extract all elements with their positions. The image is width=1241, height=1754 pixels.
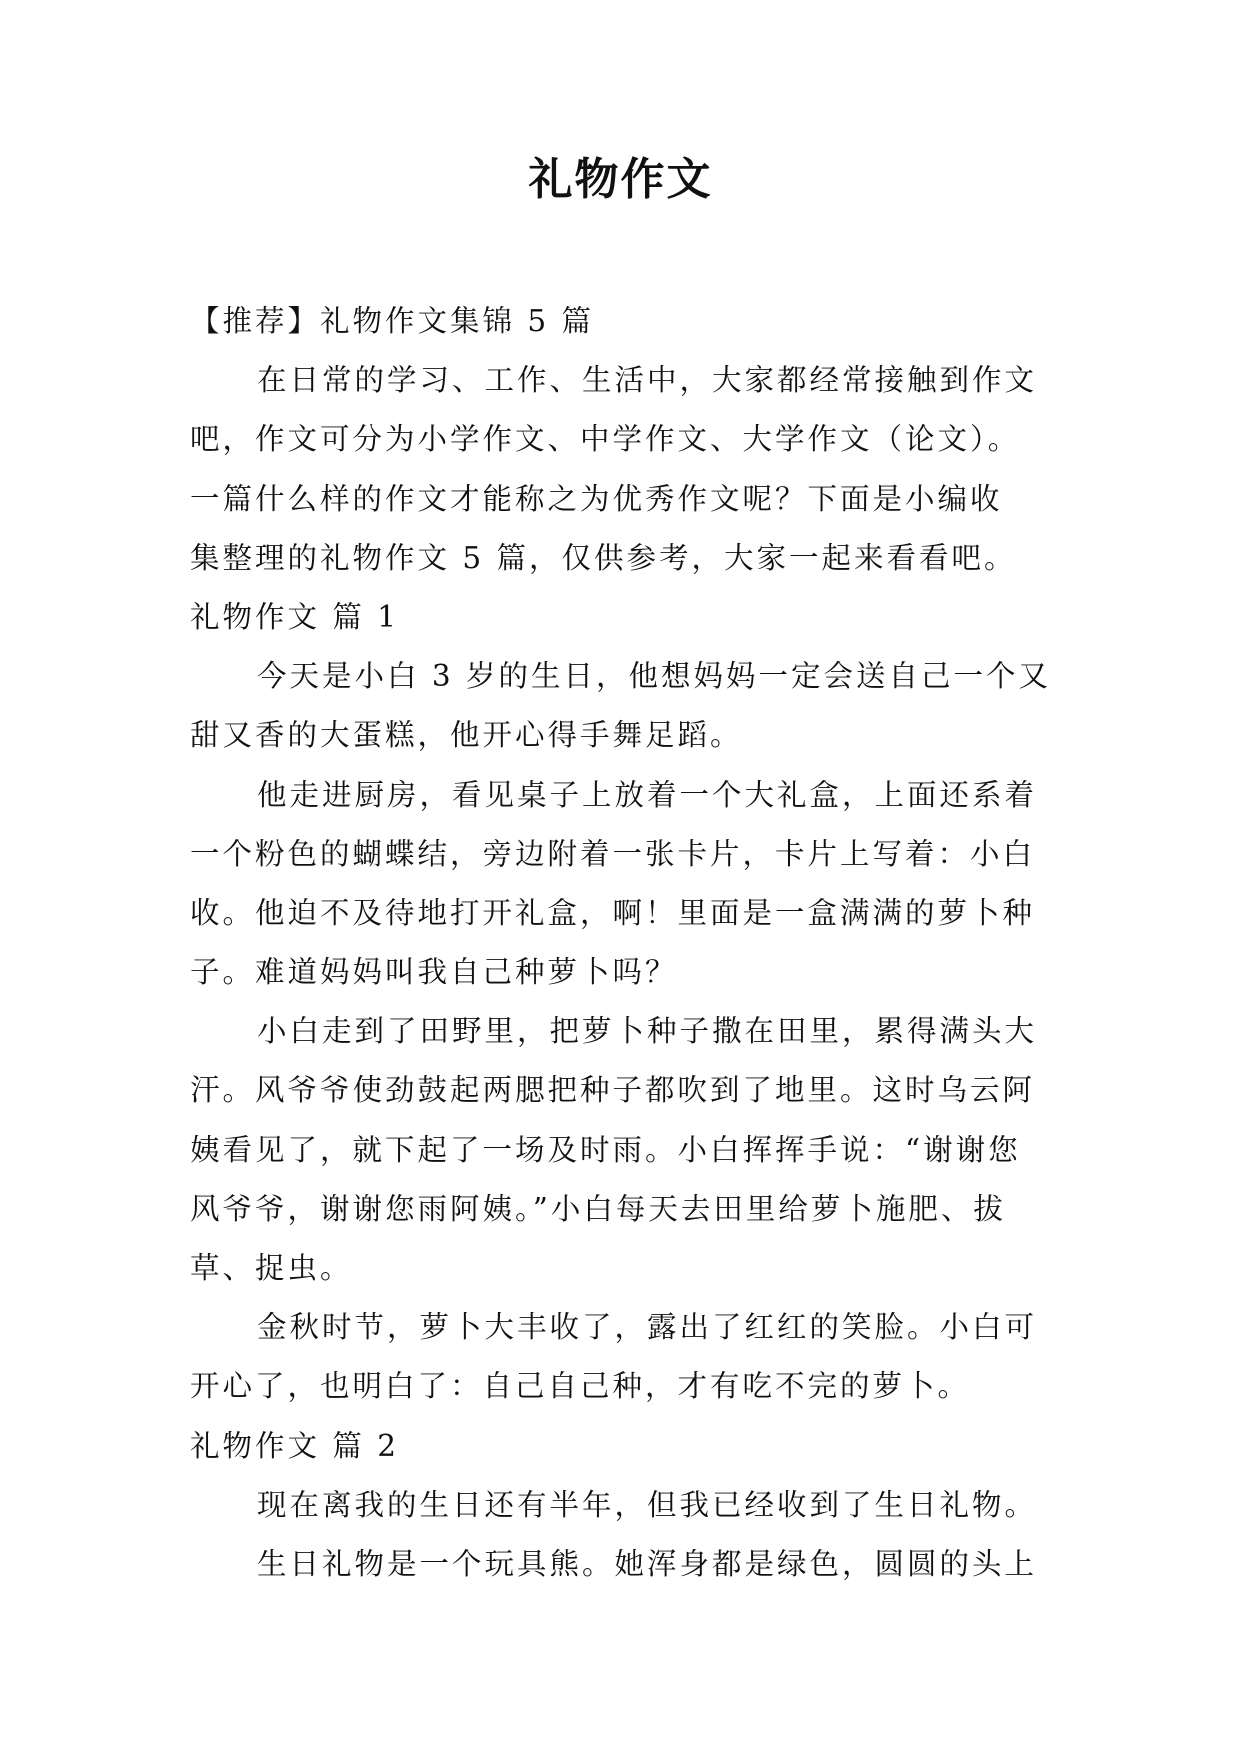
text-line: 汗。风爷爷使劲鼓起两腮把种子都吹到了地里。这时乌云阿 (190, 1073, 1036, 1108)
document-body (190, 292, 1070, 1594)
text-line: 甜又香的大蛋糕，他开心得手舞足蹈。 (190, 718, 743, 753)
text-line: 一篇什么样的作文才能称之为优秀作文呢？下面是小编收 (190, 481, 1003, 516)
text-line: 金秋时节，萝卜大丰收了，露出了红红的笑脸。小白可 (257, 1310, 1038, 1345)
text-line: 姨看见了，就下起了一场及时雨。小白挥挥手说：“谢谢您 (190, 1132, 1021, 1167)
section-heading: 礼物作文 篇 1 (190, 599, 400, 634)
text-line: 【推荐】礼物作文集锦 5 篇 (190, 304, 595, 338)
text-line: 现在离我的生日还有半年，但我已经收到了生日礼物。 (257, 1487, 1038, 1522)
text-line: 今天是小白 3 岁的生日，他想妈妈一定会送自己一个又 (257, 659, 1052, 694)
text-line: 风爷爷，谢谢您雨阿姨。”小白每天去田里给萝卜施肥、拔 (190, 1191, 1006, 1226)
text-line: 小白走到了田野里，把萝卜种子撒在田里，累得满头大 (257, 1014, 1038, 1049)
text-line: 草、捉虫。 (190, 1251, 353, 1285)
text-line: 集整理的礼物作文 5 篇，仅供参考，大家一起来看看吧。 (190, 540, 1017, 575)
text-line: 子。难道妈妈叫我自己种萝卜吗？ (190, 955, 678, 990)
text-line: 在日常的学习、工作、生活中，大家都经常接触到作文 (257, 363, 1038, 398)
text-line: 吧，作文可分为小学作文、中学作文、大学作文（论文）。 (190, 422, 1021, 457)
document-title: 礼物作文 (528, 154, 713, 205)
section-heading: 礼物作文 篇 2 (190, 1428, 400, 1463)
text-line: 收。他迫不及待地打开礼盒，啊！里面是一盒满满的萝卜种 (190, 895, 1036, 930)
text-line: 开心了，也明白了：自己自己种，才有吃不完的萝卜。 (190, 1369, 971, 1404)
text-line: 一个粉色的蝴蝶结，旁边附着一张卡片，卡片上写着：小白 (190, 836, 1036, 871)
text-line: 生日礼物是一个玩具熊。她浑身都是绿色，圆圆的头上 (257, 1546, 1038, 1581)
text-line: 他走进厨房，看见桌子上放着一个大礼盒，上面还系着 (257, 777, 1038, 812)
